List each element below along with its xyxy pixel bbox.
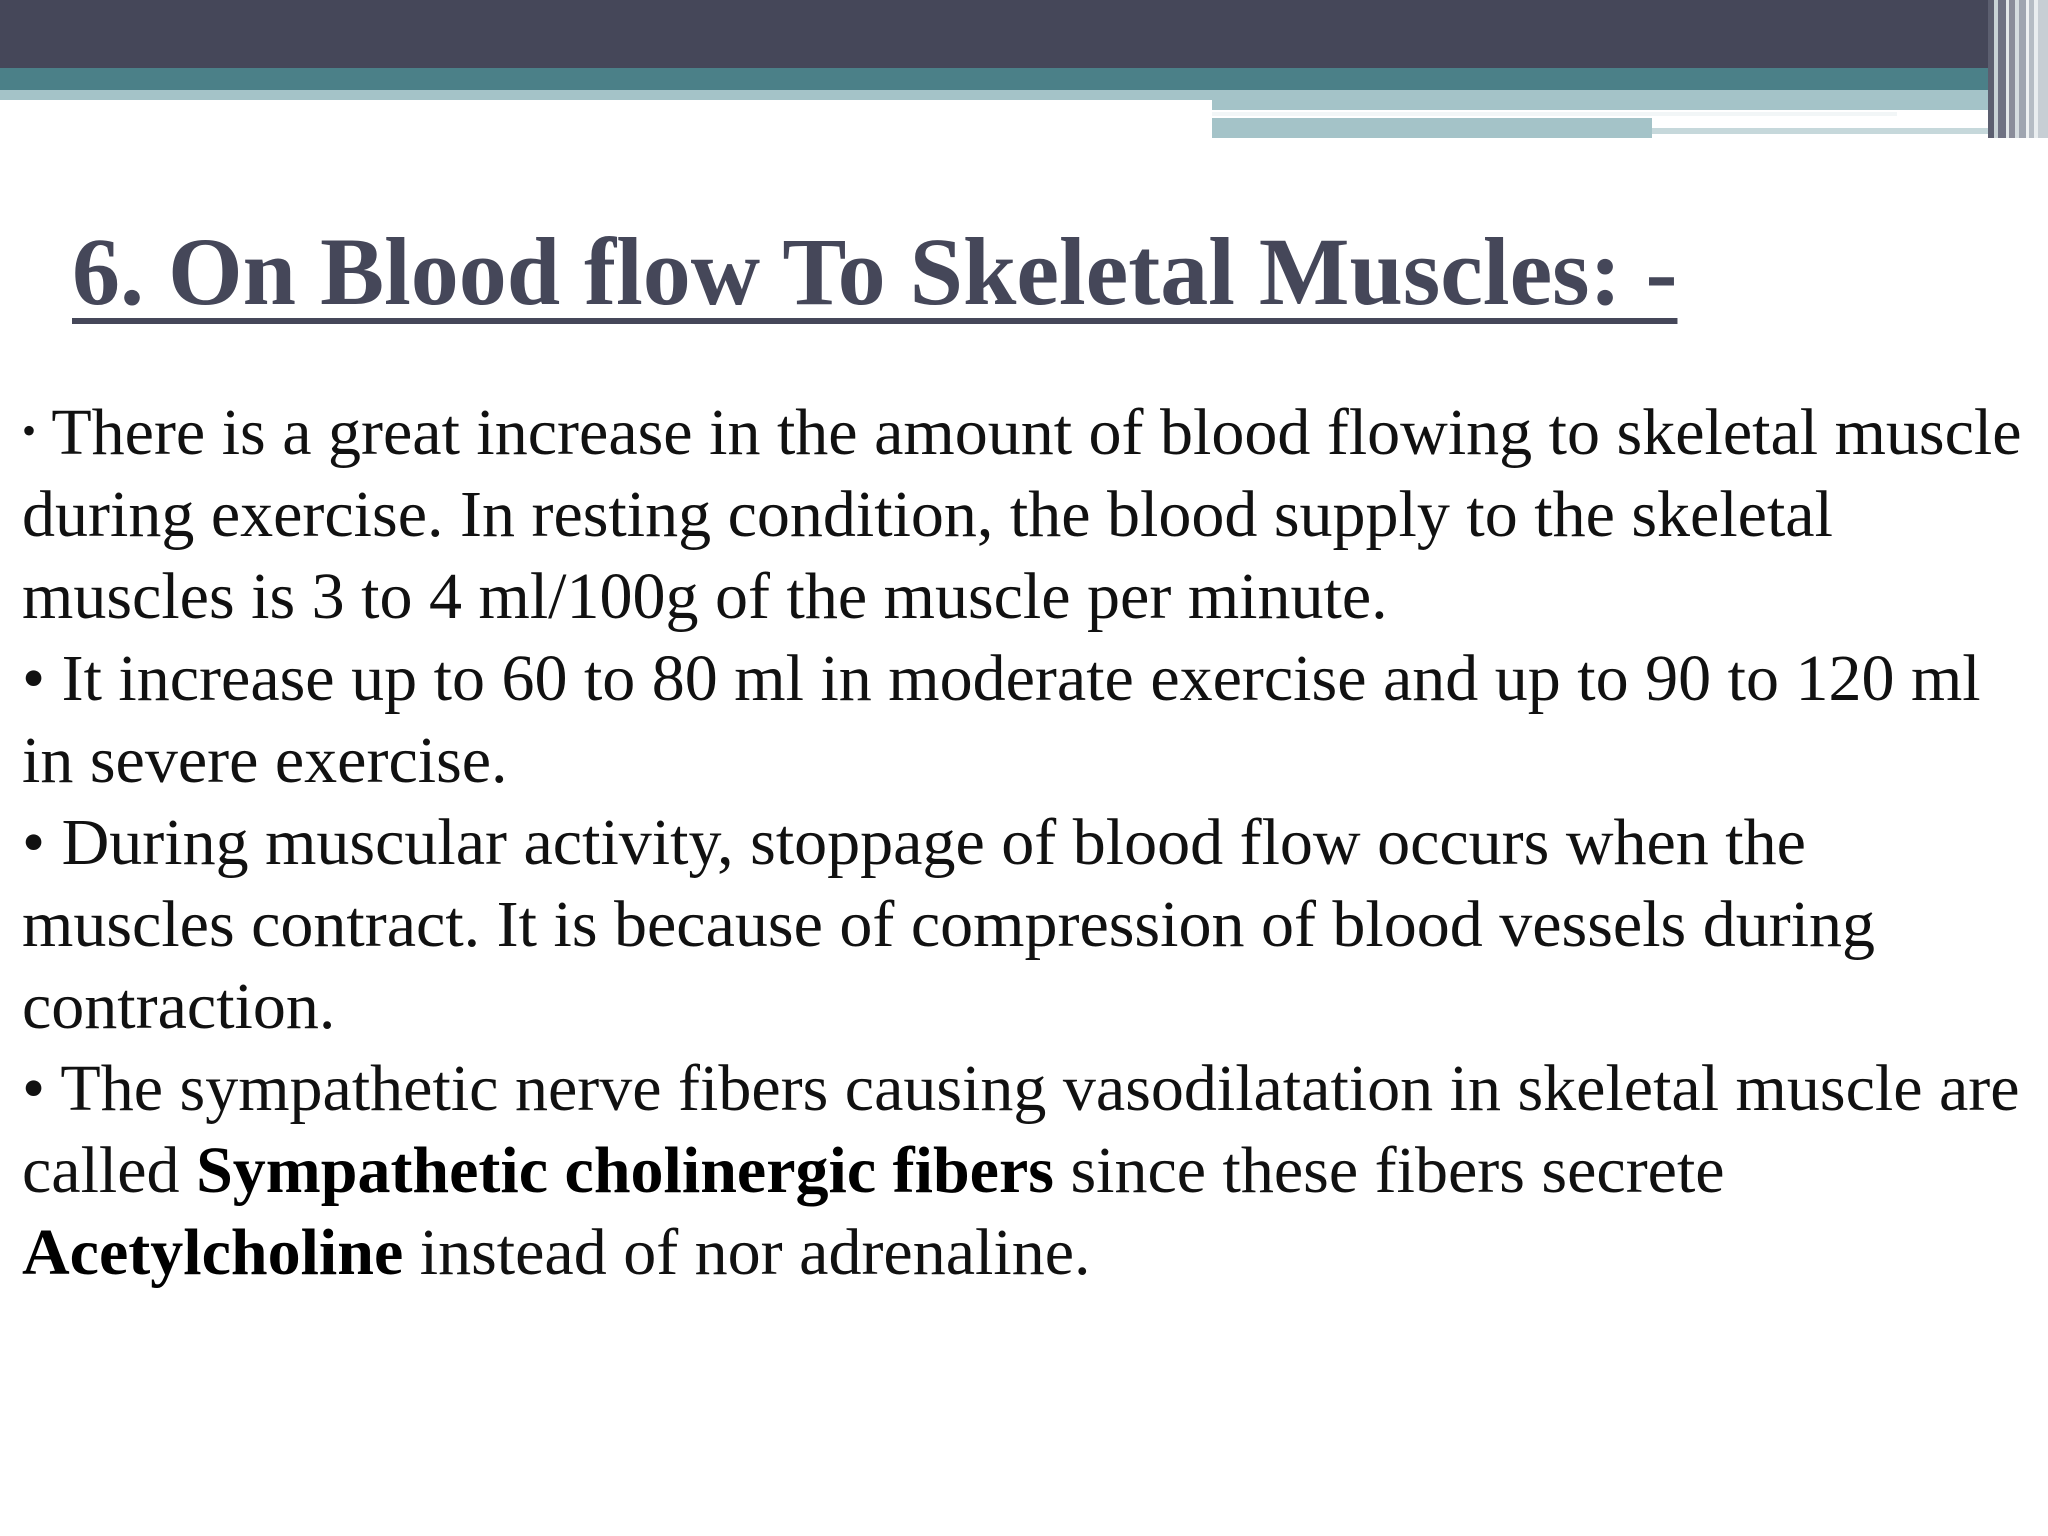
header-band-right-lower [1212,118,1652,138]
bullet-icon: • [22,642,46,715]
bullet-4-text-after: instead of nor adrenaline. [403,1216,1091,1289]
header-band-light [0,90,1212,100]
slide-body [22,390,2022,1294]
bullet-2 [22,638,2022,802]
bullet-icon: • [22,806,46,879]
bullet-4-text-before: The sympathetic nerve fibers causing vasodilatation in skeletal muscle are called [22,1052,2020,1207]
bullet-3-text: During muscular activity, stoppage of blood flow occurs when the muscles contract. It is because of compression of blood vessels during contraction. [22,806,1876,1043]
bullet-4-text-middle: since these fibers secrete [1053,1134,1725,1207]
bullet-1-text: There is a great increase in the amount of blood flowing to skeletal muscle during exercise. In resting condition, the blood supply to the skeletal muscles is 3 to 4 ml/100g of the muscle per minute. [22,396,2022,633]
header-stripes-decoration [1988,0,2048,138]
bullet-1 [22,390,2022,638]
bullet-3 [22,802,2022,1048]
bullet-icon: • [22,1052,46,1125]
header-band-right [1212,90,2048,110]
bullet-4 [22,1048,2022,1294]
header-band-dark [0,0,2048,68]
header-band-right-lower-thin [1652,128,1992,134]
slide-title: 6. On Blood flow To Skeletal Muscles: - [72,218,1678,325]
header-band-right-line [1212,112,1897,116]
header-band-teal [0,68,2048,90]
bold-term-acetylcholine: Acetylcholine [22,1216,404,1289]
bullet-2-text: It increase up to 60 to 80 ml in moderate exercise and up to 90 to 120 ml in severe exercise. [22,642,1981,797]
bullet-icon: • [22,408,37,453]
bold-term-sympathetic-cholinergic-fibers: Sympathetic cholinergic fibers [196,1134,1054,1207]
